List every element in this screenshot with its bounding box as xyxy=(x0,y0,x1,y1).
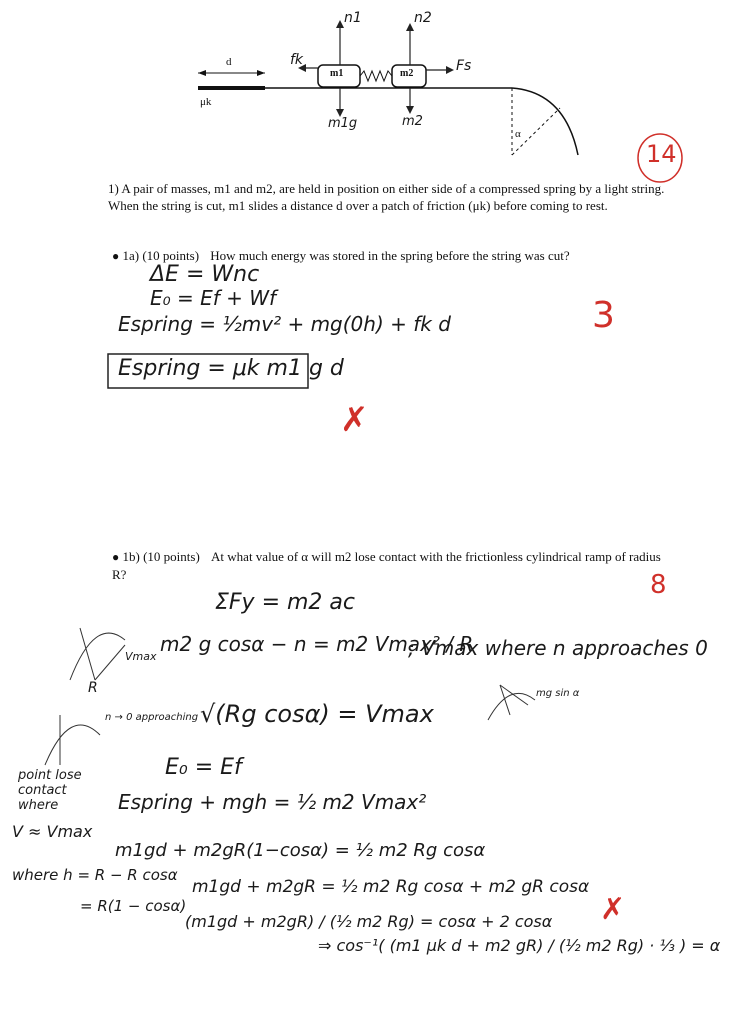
work-b-line-8: m1gd + m2gR = ½ m2 Rg cosα + m2 gR cosα xyxy=(192,877,590,897)
total-score: 14 xyxy=(646,140,677,168)
work-a-line-3: Espring = ½mv² + mg(0h) + fk d xyxy=(118,312,451,336)
fk-label: fk xyxy=(290,52,304,68)
work-b-line-1: ΣFy = m2 ac xyxy=(215,590,355,615)
part-b-label: 1b) (10 points) xyxy=(122,549,200,564)
problem-statement: 1) A pair of masses, m1 and m2, are held in position on either side of a compressed spring by a light string. When the string is cut, m1 slides a distance d over a patch of friction (μk) before coming to rest. xyxy=(108,181,665,213)
work-b-line-3: ; Vmax where n approaches 0 xyxy=(408,636,708,660)
n1-label: n1 xyxy=(344,10,362,26)
part-a-question: ● 1a) (10 points) How much energy was stored in the spring before the string was cut? xyxy=(112,248,570,263)
part-b-score: 8 xyxy=(650,570,667,600)
part-a-text: How much energy was stored in the spring before the string was cut? xyxy=(210,248,570,263)
work-b-line-5: E₀ = Ef xyxy=(165,755,242,780)
margin-note-5: n → 0 approaching xyxy=(105,712,199,723)
m2-label: m2 xyxy=(400,68,414,79)
m1-label: m1 xyxy=(330,68,344,79)
part-a-label: 1a) (10 points) xyxy=(122,248,200,263)
mu-label: μk xyxy=(200,96,212,108)
margin-note-3: where h = R − R cosα xyxy=(12,866,178,884)
margin-note-1: point lose contact where xyxy=(18,768,82,813)
sketch-arc-1 xyxy=(70,633,125,680)
part-a-wrong-mark: ✗ xyxy=(340,400,369,440)
work-a-line-2: E₀ = Ef + Wf xyxy=(150,286,277,310)
part-b-text: At what value of α will m2 lose contact with the frictionless cylindrical ramp of radius R? xyxy=(112,549,661,582)
work-a-answer: Espring = μk m1 g d xyxy=(118,356,344,381)
part-b-wrong-mark: ✗ xyxy=(600,892,626,927)
work-b-line-2: m2 g cosα − n = m2 Vmax² / R xyxy=(160,632,474,656)
m2-below-label: m2 xyxy=(402,114,423,129)
work-b-line-9: (m1gd + m2gR) / (½ m2 Rg) = cosα + 2 cosα xyxy=(185,912,553,931)
work-b-line-6: Espring + mgh = ½ m2 Vmax² xyxy=(118,790,427,814)
spring xyxy=(360,71,392,81)
n2-label: n2 xyxy=(414,10,432,26)
margin-note-6: mg sin α xyxy=(536,688,580,699)
margin-note-4: = R(1 − cosα) xyxy=(80,897,187,915)
margin-note-8: R xyxy=(88,680,98,696)
margin-note-2: V ≈ Vmax xyxy=(12,822,93,841)
work-a-line-1: ΔE = Wnc xyxy=(150,262,260,287)
part-a-score: 3 xyxy=(592,295,615,336)
work-b-line-10: ⇒ cos⁻¹( (m1 μk d + m2 gR) / (½ m2 Rg) · ⅓ ) = α xyxy=(318,936,721,955)
fs-label: Fs xyxy=(456,58,472,74)
m1g-label: m1g xyxy=(328,116,358,131)
sketch-arc-2 xyxy=(45,725,100,765)
part-b-question: ● 1b) (10 points) At what value of α will m2 lose contact with the frictionless cylindrical ramp of radius R? xyxy=(112,549,661,582)
margin-note-7: Vmax xyxy=(125,650,157,663)
work-b-line-7: m1gd + m2gR(1−cosα) = ½ m2 Rg cosα xyxy=(115,840,486,861)
sketch-arc-3 xyxy=(488,693,535,720)
work-b-line-4: √(Rg cosα) = Vmax xyxy=(200,700,434,728)
alpha-label: α xyxy=(515,128,521,140)
d-label: d xyxy=(226,56,232,68)
